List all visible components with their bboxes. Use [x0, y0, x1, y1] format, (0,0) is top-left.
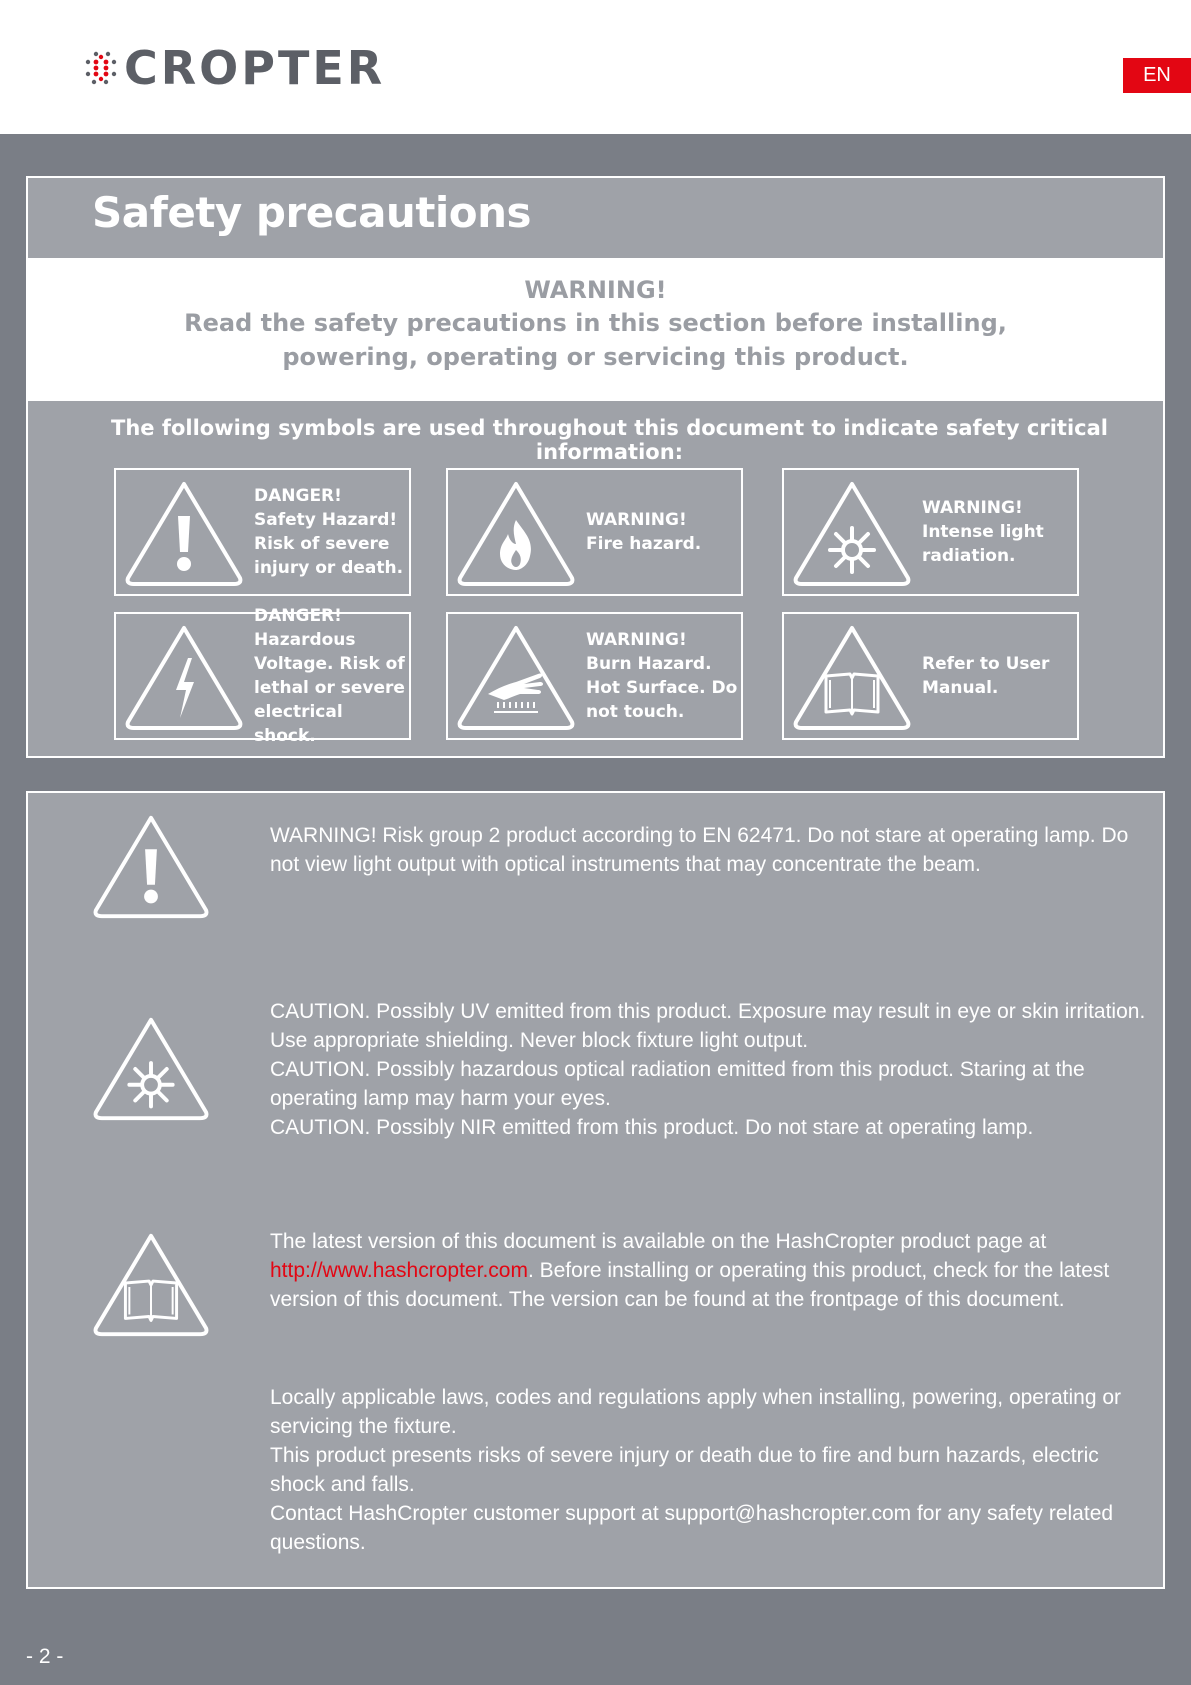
hash-logo-icon [84, 48, 118, 88]
caution-nir-text: CAUTION. Possibly NIR emitted from this product. Do not stare at operating lamp. [270, 1116, 1034, 1139]
risks-text: This product presents risks of severe injury or death due to fire and burn hazards, electric shock and falls. [270, 1444, 1099, 1496]
light-radiation-icon [790, 478, 914, 588]
manual-book-icon [90, 1229, 212, 1339]
symbol-fire [446, 468, 743, 596]
safety-precautions-box [26, 176, 1165, 758]
caution-notices [270, 997, 1150, 1142]
symbol-light-radiation [782, 468, 1079, 596]
laws-text: Locally applicable laws, codes and regulations apply when installing, powering, operating or servicing the fixture. [270, 1386, 1122, 1438]
hot-surface-icon [454, 622, 578, 732]
warning-line-2: powering, operating or servicing this product. [282, 343, 909, 371]
notices-box [26, 791, 1165, 1589]
symbol-hot-surface [446, 612, 743, 740]
exclamation-icon [90, 811, 212, 921]
symbol-user-manual [782, 612, 1079, 740]
exclamation-icon [122, 478, 246, 588]
caution-optical-text: CAUTION. Possibly hazardous optical radiation emitted from this product. Staring at the operating lamp may harm your eyes. [270, 1058, 1085, 1110]
warning-line-1: Read the safety precautions in this section before installing, [184, 309, 1007, 337]
warning-title: WARNING! [524, 276, 667, 304]
caution-uv-text: CAUTION. Possibly UV emitted from this product. Exposure may result in eye or skin irritation. Use appropriate shielding. Never block fixture light output. [270, 1000, 1146, 1052]
legal-notices [270, 1383, 1150, 1557]
symbol-danger [114, 468, 411, 596]
language-badge[interactable]: EN [1123, 58, 1191, 93]
page-header [0, 0, 1191, 134]
symbol-label: Refer to User Manual. [922, 654, 1050, 698]
doc-version-post: . Before installing or operating this product, check for the latest version of this document. The version can be found at the frontpage of this document. [270, 1259, 1110, 1311]
fire-icon [454, 478, 578, 588]
page-number: - 2 - [26, 1645, 64, 1668]
symbol-label: DANGER! Safety Hazard! Risk of severe injury or death. [254, 486, 404, 578]
contact-text: Contact HashCropter customer support at support@hashcropter.com for any safety related questions. [270, 1502, 1114, 1554]
symbol-label: DANGER! Hazardous Voltage. Risk of lethal or severe electrical shock. [254, 606, 405, 746]
cropter-logo [84, 41, 386, 95]
document-version-text [270, 1227, 1150, 1314]
doc-version-pre: The latest version of this document is available on the HashCropter product page at [270, 1230, 1047, 1253]
risk-group-notice [270, 821, 1150, 879]
light-radiation-icon [90, 1013, 212, 1123]
page-title: Safety precautions [92, 188, 532, 237]
risk-group-text: WARNING! Risk group 2 product according to EN 62471. Do not stare at operating lamp. Do not view light output with optical instruments that may concentrate the beam. [270, 824, 1129, 876]
warning-banner [28, 258, 1163, 401]
logo-text: CROPTER [124, 41, 386, 95]
manual-book-icon [790, 622, 914, 732]
document-version-notice [270, 1227, 1150, 1314]
symbol-hazardous-voltage [114, 606, 411, 746]
hashcropter-link[interactable]: http://www.hashcropter.com [270, 1259, 528, 1282]
symbol-label: WARNING! Fire hazard. [586, 510, 702, 554]
symbol-label: WARNING! Burn Hazard. Hot Surface. Do not touch. [586, 630, 738, 722]
symbol-label: WARNING! Intense light radiation. [922, 498, 1044, 566]
lightning-icon [122, 622, 246, 732]
symbols-intro: The following symbols are used throughout this document to indicate safety critical information: [111, 416, 1108, 464]
